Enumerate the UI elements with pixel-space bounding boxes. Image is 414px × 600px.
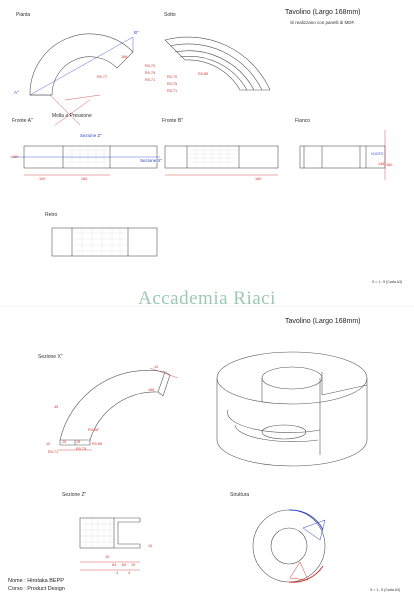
label-fronte-a: Fronte A"	[12, 118, 33, 124]
section-z-label: Sezione Z"	[80, 133, 102, 138]
label-section-x: Sezione X"	[38, 354, 63, 360]
dim-under-r1: R0.70	[167, 75, 178, 79]
sheet1-scale: S = 1 : 5 (Carta A3)	[372, 280, 403, 284]
dim-sx-w4: 15	[76, 440, 81, 444]
dim-sz-w5: 4	[128, 571, 131, 575]
label-struttura: Struttura	[230, 492, 250, 498]
dim-sx-w3: 10	[62, 440, 67, 444]
dim-sx-w1: 168	[148, 388, 155, 392]
label-retro: Retro	[45, 212, 58, 218]
dim-sz-w1: 10	[148, 544, 153, 548]
annotation-spring: Molla a Pressione	[52, 113, 92, 119]
dim-plan-radius: R0.77	[97, 75, 108, 79]
dim-sz-h1: 15	[105, 555, 110, 559]
label-section-z: Sezione Z"	[62, 492, 87, 498]
student-name: Nome : Hirotaka BEPP	[8, 578, 64, 584]
dim-front-w1: 100	[39, 177, 46, 181]
dim-front-w2: 160	[81, 177, 88, 181]
sheet2-scale: S = 1 : 5 (Carta A3)	[370, 588, 401, 592]
dim-sx-r4: R0.71	[48, 450, 59, 454]
sheet2-title: Tavolino (Largo 168mm)	[285, 318, 361, 325]
marker-a: A"	[14, 90, 19, 95]
front-b-view	[165, 146, 278, 175]
dim-under-r3: R0.71	[167, 89, 178, 93]
section-x-label: Sezione X"	[140, 158, 163, 163]
dim-sz-h2: 10	[131, 563, 136, 567]
dim-sz-w3: 64	[122, 563, 127, 567]
plan-view	[30, 34, 133, 125]
underside-view	[165, 37, 270, 90]
dim-sx-a1: 45	[54, 405, 59, 409]
watermark: Accademia Riaci	[138, 288, 276, 309]
dim-sx-r1: R0.58"	[88, 428, 100, 432]
side-void-label: VUOTO	[371, 152, 384, 156]
dim-under-r2: R0.75	[167, 82, 178, 86]
dim-sx-h1: 10	[46, 442, 51, 446]
dim-sz-w2: 64	[112, 563, 117, 567]
dim-plan-width: 168	[121, 55, 128, 59]
dim-plan-r2: R0.75	[145, 71, 156, 75]
dim-under-r4: R0.85	[198, 72, 209, 76]
dim-back-w: 160	[255, 177, 262, 181]
label-fronte-b: Fronte B"	[162, 118, 183, 124]
dim-side-w: 148	[378, 162, 385, 166]
back-view	[52, 228, 157, 256]
section-x-view	[58, 368, 178, 450]
dim-plan-r3: R0.71	[145, 78, 156, 82]
dim-sz-w4: 4	[116, 571, 119, 575]
sheet1-title: Tavolino (Largo 168mm)	[285, 9, 361, 16]
front-a-view	[10, 146, 163, 175]
dim-sx-w2: 10	[154, 365, 159, 369]
isometric-view	[217, 352, 367, 466]
sheet1-note: Si realizzano con panelli di MDF.	[290, 20, 356, 25]
label-fianco: Fianco	[295, 118, 311, 124]
dim-sx-r2: R0.75	[76, 447, 87, 451]
label-sotto: Sotto	[164, 12, 176, 18]
marker-b: B"	[134, 30, 139, 35]
label-pianta: Pianta	[16, 12, 31, 18]
dim-plan-r1: R0.70	[145, 64, 156, 68]
structure-view	[253, 510, 325, 582]
dim-sx-r3: R0.65	[92, 442, 103, 446]
student-course: Corso : Product Design	[8, 586, 65, 592]
dim-front-height: 160	[12, 155, 19, 159]
dim-side-h: 160	[386, 163, 393, 167]
